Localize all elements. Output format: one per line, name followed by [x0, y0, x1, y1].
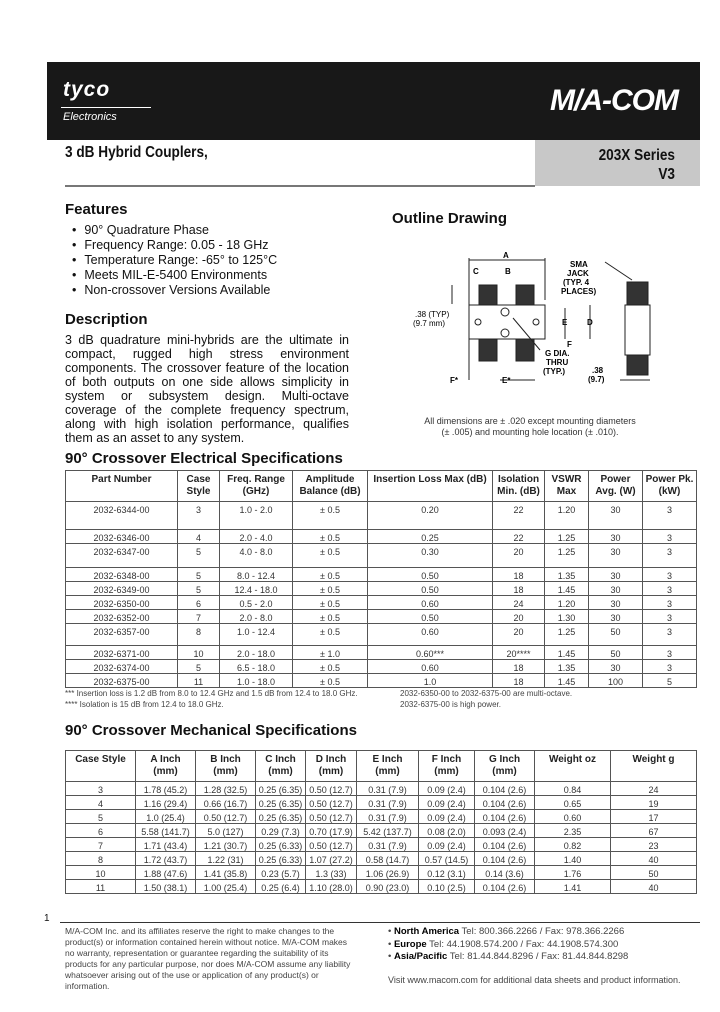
table-cell: 0.093 (2.4) — [475, 824, 535, 838]
places-label: PLACES) — [561, 287, 597, 296]
table-cell: 0.31 (7.9) — [357, 838, 419, 852]
table-cell: 1.20 — [545, 502, 589, 530]
column-header: Isolation Min. (dB) — [493, 471, 545, 502]
table-cell: 18 — [493, 660, 545, 674]
table-row — [66, 530, 697, 544]
table-cell: 2032-6357-00 — [66, 624, 178, 646]
table-cell: 0.60 — [368, 660, 493, 674]
column-header: Power Pk. (kW) — [643, 471, 697, 502]
table-row — [66, 596, 697, 610]
table-cell: 1.0 — [368, 674, 493, 688]
table-cell: 1.50 (38.1) — [136, 880, 196, 894]
dim-d: D — [587, 318, 593, 327]
table-cell: 20 — [493, 544, 545, 568]
table-cell: 2032-6347-00 — [66, 544, 178, 568]
description-heading: Description — [65, 311, 148, 328]
table-cell: 2032-6346-00 — [66, 530, 178, 544]
contact-text: Tel: 81.44.844.8296 / Fax: 81.44.844.8298 — [449, 951, 629, 962]
table-cell: 1.35 — [545, 568, 589, 582]
feature-item: • Frequency Range: 0.05 - 18 GHz — [72, 238, 277, 253]
description-text: 3 dB quadrature mini-hybrids are the ultimate in compact, rugged high stress environment components. The crossover feature of the location of both outputs on one side allows simplicity in system or subsystem design. Multi-octave coverage of the complete frequency spectrum, along with high isolation performance, qualifies them as an asset to any system. — [65, 333, 349, 445]
table-cell: 0.31 (7.9) — [357, 782, 419, 796]
table-row — [66, 782, 697, 796]
contact-text: Tel: 44.1908.574.200 / Fax: 44.1908.574.300 — [429, 938, 619, 950]
table-cell: 5.0 (127) — [196, 824, 256, 838]
table-cell: 0.25 (6.35) — [256, 810, 306, 824]
table-cell: 2032-6375-00 — [66, 674, 178, 688]
table-cell: 1.76 — [535, 866, 611, 880]
outline-drawing — [380, 240, 680, 400]
typ38-label: .38 (TYP) — [415, 310, 450, 319]
table-cell: 0.50 (12.7) — [306, 782, 357, 796]
table-cell: 0.5 - 2.0 — [220, 596, 293, 610]
features-list — [72, 223, 277, 298]
table-cell: 1.10 (28.0) — [306, 880, 357, 894]
table-row — [66, 838, 697, 852]
table-cell: 0.58 (14.7) — [357, 852, 419, 866]
outline-heading: Outline Drawing — [392, 210, 508, 227]
header-banner — [47, 62, 700, 140]
table-cell: 0.50 (12.7) — [196, 810, 256, 824]
outline-note — [380, 416, 680, 438]
table-row — [66, 660, 697, 674]
table-cell: 2.0 - 18.0 — [220, 646, 293, 660]
table-cell: 22 — [493, 530, 545, 544]
table-cell: 12.4 - 18.0 — [220, 582, 293, 596]
table-cell: 3 — [643, 544, 697, 568]
table-cell: 7 — [66, 838, 136, 852]
table-cell: 1.25 — [545, 624, 589, 646]
table-cell: 2032-6349-00 — [66, 582, 178, 596]
column-header: C Inch (mm) — [256, 751, 306, 782]
table-cell: 6 — [66, 824, 136, 838]
table-cell: 30 — [589, 610, 643, 624]
table-cell: 3 — [643, 660, 697, 674]
footnote: 2032-6350-00 to 2032-6375-00 are multi-octave. — [400, 689, 573, 698]
table-cell: 30 — [589, 544, 643, 568]
column-header: Part Number — [66, 471, 178, 502]
table-cell: 0.09 (2.4) — [419, 810, 475, 824]
table-cell: 0.50 — [368, 610, 493, 624]
series-label: 203X Series — [598, 147, 675, 164]
column-header: Power Avg. (W) — [589, 471, 643, 502]
column-header: B Inch (mm) — [196, 751, 256, 782]
table-cell: ± 0.5 — [293, 660, 368, 674]
table-row — [66, 646, 697, 660]
table-cell: 20 — [493, 610, 545, 624]
title-rule — [65, 185, 535, 187]
table-cell: ± 0.5 — [293, 582, 368, 596]
table-cell: 1.3 (33) — [306, 866, 357, 880]
footnote: **** Isolation is 15 dB from 12.4 to 18.0 GHz. — [65, 700, 224, 709]
table-cell: 1.25 — [545, 544, 589, 568]
mechanical-heading: 90° Crossover Mechanical Specifications — [65, 722, 357, 739]
table-cell: ± 0.5 — [293, 530, 368, 544]
contacts — [388, 926, 628, 964]
table-cell: 0.25 (6.33) — [256, 852, 306, 866]
table-cell: 50 — [589, 646, 643, 660]
gdia-label: G DIA. — [545, 349, 570, 358]
table-cell: 5.42 (137.7) — [357, 824, 419, 838]
macom-logo: M/A-COM — [550, 84, 678, 117]
table-cell: 5 — [178, 660, 220, 674]
typ-label: (TYP.) — [543, 367, 566, 376]
mm97-label: (9.7 mm) — [413, 319, 445, 328]
table-cell: ± 0.5 — [293, 674, 368, 688]
table-row — [66, 852, 697, 866]
table-cell: 1.0 - 12.4 — [220, 624, 293, 646]
table-cell: 100 — [589, 674, 643, 688]
table-cell: 5 — [178, 544, 220, 568]
table-cell: 67 — [611, 824, 697, 838]
table-cell: 2032-6344-00 — [66, 502, 178, 530]
table-cell: 3 — [178, 502, 220, 530]
table-cell: 8.0 - 12.4 — [220, 568, 293, 582]
typ4-label: (TYP. 4 — [563, 278, 590, 287]
series-box — [535, 140, 700, 186]
table-cell: 1.20 — [545, 596, 589, 610]
table-cell: 1.22 (31) — [196, 852, 256, 866]
table-cell: 3 — [643, 596, 697, 610]
table-row — [66, 824, 697, 838]
table-cell: 0.20 — [368, 502, 493, 530]
contact-europe: • Europe Tel: 44.1908.574.200 / Fax: 44.1908.574.300 — [388, 938, 619, 950]
d38-label: .38 — [592, 366, 604, 375]
table-cell: 10 — [178, 646, 220, 660]
dim-b: B — [505, 267, 511, 276]
column-header: Amplitude Balance (dB) — [293, 471, 368, 502]
table-cell: 0.70 (17.9) — [306, 824, 357, 838]
table-row — [66, 582, 697, 596]
region-label: Asia/Pacific — [393, 951, 448, 962]
table-row — [66, 610, 697, 624]
table-cell: 8 — [178, 624, 220, 646]
table-cell: 1.0 - 2.0 — [220, 502, 293, 530]
footnote: 2032-6375-00 is high power. — [400, 700, 501, 709]
table-cell: 0.31 (7.9) — [357, 810, 419, 824]
dim-e-star: E* — [502, 376, 511, 385]
thru-label: THRU — [546, 358, 569, 367]
table-cell: 0.12 (3.1) — [419, 866, 475, 880]
dim-c: C — [473, 267, 479, 276]
table-cell: 1.00 (25.4) — [196, 880, 256, 894]
column-header: E Inch (mm) — [357, 751, 419, 782]
table-cell: 1.45 — [545, 674, 589, 688]
contact-text: Tel: 800.366.2266 / Fax: 978.366.2266 — [461, 926, 625, 937]
sma-label: SMA — [570, 260, 588, 269]
table-cell: 0.50 (12.7) — [306, 796, 357, 810]
table-row — [66, 796, 697, 810]
table-cell: 4 — [178, 530, 220, 544]
table-cell: 0.104 (2.6) — [475, 880, 535, 894]
disclaimer: M/A-COM Inc. and its affiliates reserve the right to make changes to the product(s) or information contained herein without notice. M/A-COM makes no warranty, representation or guarantee regarding the suitability of its products for any particular purpose, nor does M/A-COM assume any liability whatsoever arising out of the use or application of any product(s) or information. — [65, 926, 351, 991]
d97-label: (9.7) — [588, 375, 605, 384]
table-cell: 0.14 (3.6) — [475, 866, 535, 880]
table-cell: 20**** — [493, 646, 545, 660]
table-cell: 3 — [643, 530, 697, 544]
table-cell: 2032-6371-00 — [66, 646, 178, 660]
table-cell: 18 — [493, 582, 545, 596]
dim-f-star: F* — [450, 376, 458, 385]
table-cell: 3 — [643, 624, 697, 646]
table-cell: 1.06 (26.9) — [357, 866, 419, 880]
table-cell: 1.25 — [545, 530, 589, 544]
table-cell: 8 — [66, 852, 136, 866]
column-header: A Inch (mm) — [136, 751, 196, 782]
footer-rule — [60, 922, 700, 923]
table-row — [66, 880, 697, 894]
table-cell: 0.09 (2.4) — [419, 782, 475, 796]
region-label: Europe — [393, 938, 427, 950]
table-cell: 1.88 (47.6) — [136, 866, 196, 880]
electrical-heading: 90° Crossover Electrical Specifications — [65, 450, 343, 467]
table-cell: 30 — [589, 568, 643, 582]
feature-item: • Non-crossover Versions Available — [72, 283, 277, 298]
table-cell: 18 — [493, 568, 545, 582]
column-header: Weight g — [611, 751, 697, 782]
table-cell: 1.41 (35.8) — [196, 866, 256, 880]
table-row — [66, 624, 697, 646]
table-cell: 0.104 (2.6) — [475, 852, 535, 866]
table-cell: 1.0 - 18.0 — [220, 674, 293, 688]
feature-item: • Temperature Range: -65° to 125°C — [72, 253, 277, 268]
table-cell: 0.09 (2.4) — [419, 838, 475, 852]
feature-item: • Meets MIL-E-5400 Environments — [72, 268, 277, 283]
table-cell: 1.30 — [545, 610, 589, 624]
table-cell: 30 — [589, 596, 643, 610]
table-cell: 0.60*** — [368, 646, 493, 660]
table-cell: 4.0 - 8.0 — [220, 544, 293, 568]
table-cell: 3 — [643, 502, 697, 530]
table-cell: 30 — [589, 530, 643, 544]
table-cell: 0.60 — [368, 624, 493, 646]
table-cell: 2032-6348-00 — [66, 568, 178, 582]
electrical-notes-left — [65, 688, 358, 710]
contact-north-america: • North America Tel: 800.366.2266 / Fax: 978.366.2266 — [388, 926, 625, 937]
tyco-logo: tyco — [63, 78, 111, 101]
table-cell: 2.35 — [535, 824, 611, 838]
table-cell: ± 0.5 — [293, 502, 368, 530]
table-cell: 0.84 — [535, 782, 611, 796]
feature-item: • 90° Quadrature Phase — [72, 223, 277, 238]
page-number: 1 — [44, 913, 50, 924]
electrical-notes-right — [400, 688, 572, 710]
table-cell: 10 — [66, 866, 136, 880]
table-cell: 0.104 (2.6) — [475, 796, 535, 810]
table-cell: 0.60 — [535, 810, 611, 824]
table-cell: ± 0.5 — [293, 624, 368, 646]
table-cell: 2032-6350-00 — [66, 596, 178, 610]
table-cell: 1.35 — [545, 660, 589, 674]
table-cell: 0.25 (6.35) — [256, 796, 306, 810]
table-cell: 0.66 (16.7) — [196, 796, 256, 810]
version-label: V3 — [658, 166, 675, 183]
table-cell: 3 — [643, 646, 697, 660]
table-cell: 1.21 (30.7) — [196, 838, 256, 852]
table-cell: ± 0.5 — [293, 568, 368, 582]
table-row — [66, 810, 697, 824]
table-cell: 11 — [178, 674, 220, 688]
table-cell: 24 — [493, 596, 545, 610]
table-cell: 0.29 (7.3) — [256, 824, 306, 838]
column-header: G Inch (mm) — [475, 751, 535, 782]
page-title: 3 dB Hybrid Couplers, — [65, 144, 208, 161]
table-cell: 5 — [178, 568, 220, 582]
table-cell: 1.72 (43.7) — [136, 852, 196, 866]
table-cell: 18 — [493, 674, 545, 688]
table-cell: 3 — [643, 610, 697, 624]
features-heading: Features — [65, 201, 128, 218]
table-cell: 7 — [178, 610, 220, 624]
table-cell: 0.104 (2.6) — [475, 810, 535, 824]
table-cell: 1.0 (25.4) — [136, 810, 196, 824]
table-cell: 0.30 — [368, 544, 493, 568]
table-cell: 20 — [493, 624, 545, 646]
table-cell: 0.09 (2.4) — [419, 796, 475, 810]
dim-f: F — [567, 340, 572, 349]
table-cell: 6 — [178, 596, 220, 610]
table-cell: 0.25 (6.33) — [256, 838, 306, 852]
table-cell: 30 — [589, 502, 643, 530]
table-cell: 0.50 — [368, 568, 493, 582]
table-cell: ± 0.5 — [293, 544, 368, 568]
table-cell: 5 — [643, 674, 697, 688]
table-cell: 0.25 (6.4) — [256, 880, 306, 894]
outline-note-1: All dimensions are ± .020 except mounting diameters — [424, 416, 636, 426]
table-cell: 50 — [589, 624, 643, 646]
table-cell: 3 — [643, 582, 697, 596]
table-cell: 6.5 - 18.0 — [220, 660, 293, 674]
logo-divider — [61, 107, 151, 108]
jack-label: JACK — [567, 269, 589, 278]
table-cell: 11 — [66, 880, 136, 894]
table-cell: 0.104 (2.6) — [475, 838, 535, 852]
tyco-logo-sub: Electronics — [63, 111, 117, 123]
table-cell: 0.90 (23.0) — [357, 880, 419, 894]
table-cell: 0.23 (5.7) — [256, 866, 306, 880]
table-cell: 0.60 — [368, 596, 493, 610]
visit-link[interactable]: Visit www.macom.com for additional data sheets and product information. — [388, 975, 681, 985]
table-cell: 1.45 — [545, 582, 589, 596]
table-cell: 0.82 — [535, 838, 611, 852]
table-cell: 0.50 — [368, 582, 493, 596]
column-header: F Inch (mm) — [419, 751, 475, 782]
table-cell: 2.0 - 4.0 — [220, 530, 293, 544]
column-header: VSWR Max — [545, 471, 589, 502]
table-cell: 3 — [643, 568, 697, 582]
table-cell: 0.25 — [368, 530, 493, 544]
table-cell: 17 — [611, 810, 697, 824]
table-cell: 5.58 (141.7) — [136, 824, 196, 838]
dim-e: E — [562, 318, 568, 327]
table-cell: 40 — [611, 880, 697, 894]
table-cell: 0.31 (7.9) — [357, 796, 419, 810]
table-cell: ± 0.5 — [293, 610, 368, 624]
contact-asia-pacific: • Asia/Pacific Tel: 81.44.844.8296 / Fax: 81.44.844.8298 — [388, 951, 629, 962]
electrical-specs-table — [65, 470, 697, 688]
table-cell: 1.41 — [535, 880, 611, 894]
table-cell: 1.16 (29.4) — [136, 796, 196, 810]
table-row — [66, 568, 697, 582]
table-cell: 30 — [589, 582, 643, 596]
table-row — [66, 544, 697, 568]
table-row — [66, 674, 697, 688]
table-cell: 50 — [611, 866, 697, 880]
table-cell: ± 0.5 — [293, 596, 368, 610]
table-cell: 2032-6352-00 — [66, 610, 178, 624]
table-row — [66, 502, 697, 530]
table-cell: 2032-6374-00 — [66, 660, 178, 674]
column-header: Case Style — [66, 751, 136, 782]
column-header: Freq. Range (GHz) — [220, 471, 293, 502]
table-cell: 23 — [611, 838, 697, 852]
table-cell: 1.71 (43.4) — [136, 838, 196, 852]
table-cell: 1.45 — [545, 646, 589, 660]
mechanical-specs-table — [65, 750, 697, 894]
table-cell: 2.0 - 8.0 — [220, 610, 293, 624]
table-cell: 22 — [493, 502, 545, 530]
footnote: *** Insertion loss is 1.2 dB from 8.0 to 12.4 GHz and 1.5 dB from 12.4 to 18.0 GHz. — [65, 689, 358, 698]
table-cell: 5 — [66, 810, 136, 824]
table-cell: 0.25 (6.35) — [256, 782, 306, 796]
table-row — [66, 866, 697, 880]
table-cell: 0.10 (2.5) — [419, 880, 475, 894]
table-cell: 19 — [611, 796, 697, 810]
table-cell: 5 — [178, 582, 220, 596]
table-cell: 3 — [66, 782, 136, 796]
table-cell: 30 — [589, 660, 643, 674]
table-cell: 0.50 (12.7) — [306, 838, 357, 852]
table-cell: 0.57 (14.5) — [419, 852, 475, 866]
table-cell: 40 — [611, 852, 697, 866]
table-cell: 0.50 (12.7) — [306, 810, 357, 824]
table-cell: 0.104 (2.6) — [475, 782, 535, 796]
table-cell: 0.08 (2.0) — [419, 824, 475, 838]
column-header: Insertion Loss Max (dB) — [368, 471, 493, 502]
table-cell: 1.28 (32.5) — [196, 782, 256, 796]
table-cell: 0.65 — [535, 796, 611, 810]
dim-a: A — [503, 251, 509, 260]
table-cell: 1.07 (27.2) — [306, 852, 357, 866]
table-cell: 24 — [611, 782, 697, 796]
column-header: Case Style — [178, 471, 220, 502]
table-cell: 1.78 (45.2) — [136, 782, 196, 796]
table-cell: 1.40 — [535, 852, 611, 866]
column-header: Weight oz — [535, 751, 611, 782]
region-label: North America — [393, 926, 460, 937]
table-cell: ± 1.0 — [293, 646, 368, 660]
table-cell: 4 — [66, 796, 136, 810]
column-header: D Inch (mm) — [306, 751, 357, 782]
outline-note-2: (± .005) and mounting hole location (± .010). — [441, 427, 619, 437]
